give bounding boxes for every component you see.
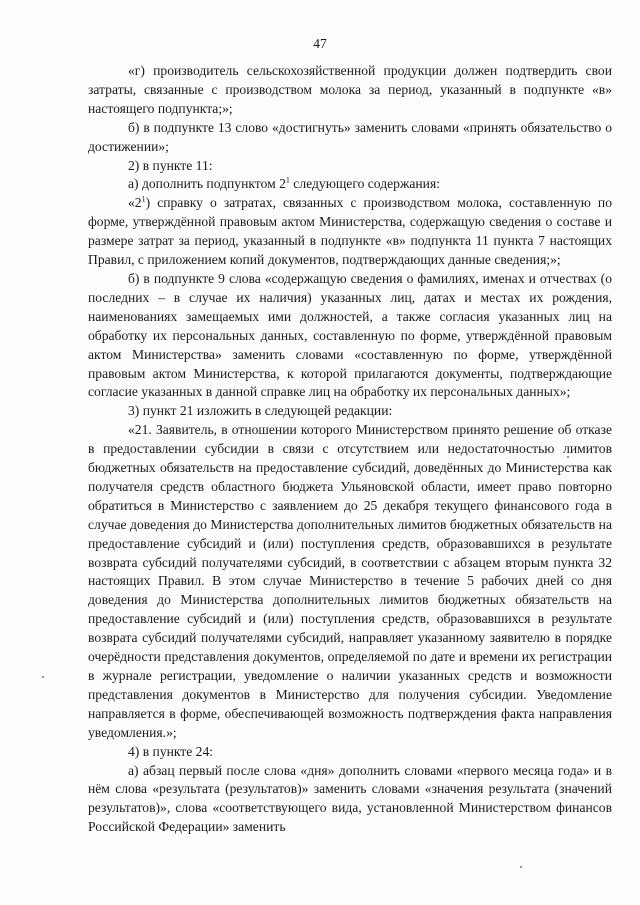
paragraph-point-24-a: а) абзац первый после слова «дня» дополнить словами «первого месяца года» и в нём слова «результата (результатов)» заменить словами «значения результата (значений результатов)», слова «соответствующего вида, установленной Министерством финансов Российской Федерации» заменить [88,762,612,835]
page-number: 47 [313,36,327,51]
document-body [88,62,612,837]
paragraph-point-24-heading: 4) в пункте 24: [128,743,214,759]
scan-speck [520,866,522,868]
scan-speck [42,676,44,678]
paragraph-add-subpoint [88,175,612,194]
superscript-1: 1 [141,194,146,204]
paragraph-cost-certificate-text: ) справку о затратах, связанных с производством молока, составленную по форме, утверждённой правовым актом Министерства, содержащую сведения о составе и размере затрат за период, указанный в подпункте «в» подпункта 11 пункта 7 настоящих Правил, с приложением копий документов, подтверждающих данные сведения;»; [88,195,612,268]
paragraph-point-21-text: «21. Заявитель, в отношении которого Министерством принято решение об отказе в предоставлении субсидии в связи с отсутствием или недостаточностью лимитов бюджетных обязательств на предоставление субсидий, доведённых до Министерства как получателя средств областного бюджета Ульяновской области, имеет право повторно обратиться в Министерство с заявлением до 25 декабря текущего финансового года в случае доведения до Министерства дополнительных лимитов бюджетных обязательств на предоставление субсидий и (или) поступления средств, образовавшихся в результате возврата субсидий получателями субсидий, в соответствии с абзацем вторым пункта 32 настоящих Правил. В этом случае Министерство в течение 5 рабочих дней со дня доведения до Министерства дополнительных лимитов бюджетных обязательств на предоставление субсидий и (или) поступления средств, образовавшихся в результате возврата субсидий получателями субсидий, направляет указанному заявителю в порядке очерёдности представления документов, определяемой по дате и времени их регистрации в журнале регистрации, уведомление о наличии указанных средств и возможности представления документов в Министерство для получения субсидии. Уведомление направляется в форме, обеспечивающей возможность подтверждения факта направления уведомления.»; [88,422,612,740]
paragraph-point-21-heading: 3) пункт 21 изложить в следующей редакции: [128,403,393,419]
paragraph-add-subpoint-text: а) дополнить подпунктом 2 [128,176,286,192]
scan-speck [567,456,569,458]
paragraph-amendment-g: «г) производитель сельскохозяйственной продукции должен подтвердить свои затраты, связанные с производством молока за период, указанный в подпункте «в» настоящего подпункта;»; [88,63,612,116]
paragraph-subpoint-13: б) в подпункте 13 слово «достигнуть» заменить словами «принять обязательство о достижении»; [88,119,612,154]
paragraph-cost-certificate-start: «2 [128,195,142,211]
paragraph-subpoint-9: б) в подпункте 9 слова «содержащую сведения о фамилиях, именах и отчествах (о последних – в случае их наличия) указанных лиц, датах и местах их рождения, наименованиях замещаемых ими должностей, а также согласия указанных лиц на обработку их персональных данных, составленную по форме, утверждённой правовым актом Министерства» заменить словами «составленную по форме, утверждённой правовым актом Министерства, к которой прилагаются документы, подтверждающие согласие указанных в данной справке лиц на обработку их персональных данных»; [88,270,612,400]
paragraph-cost-certificate [88,194,612,270]
paragraph-point-11-heading: 2) в пункте 11: [128,157,213,173]
superscript-1: 1 [285,175,290,185]
paragraph-add-subpoint-tail: следующего содержания: [289,176,440,192]
